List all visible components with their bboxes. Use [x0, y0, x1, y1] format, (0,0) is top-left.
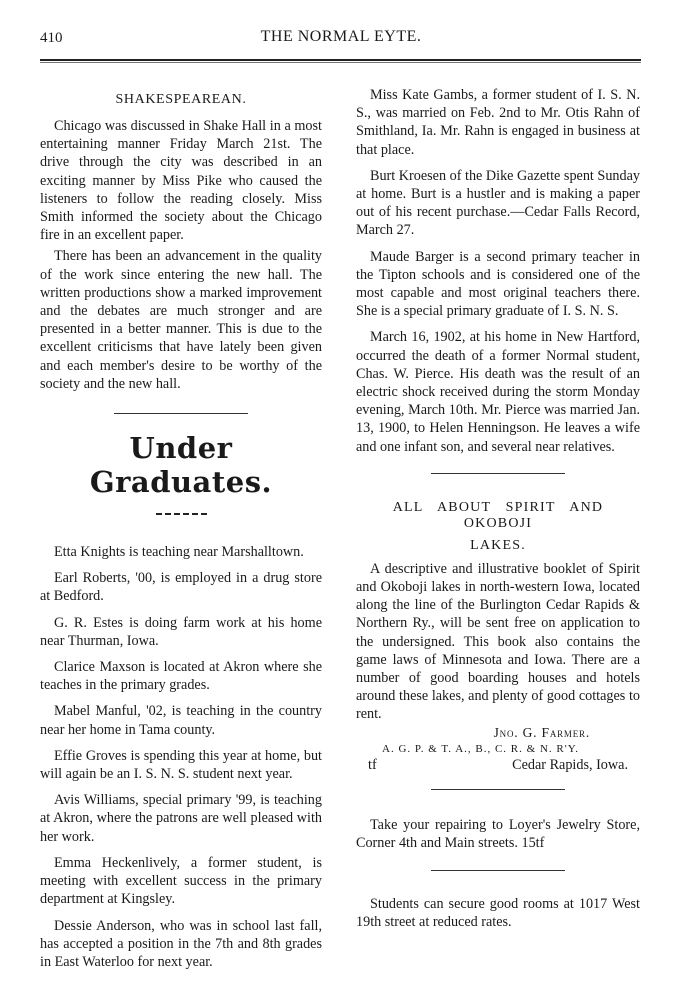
right-column	[356, 72, 640, 932]
undergrad-item: Mabel Manful, '02, is teaching in the country near her home in Tama county.	[40, 703, 322, 738]
undergrad-item: G. R. Estes is doing farm work at his home near Thurman, Iowa.	[40, 614, 322, 649]
signature-line	[356, 757, 640, 775]
section-divider	[431, 870, 565, 871]
shakespearean-paragraph: There has been an advancement in the quality of the work since entering the new hall. The written productions show a marked improvement and the debates are much stronger and are presented in a better manner. This is due to the excellent criticisms that have lately been given and each member's desire to be worthy of the society and the new hall.	[40, 248, 322, 392]
page-header	[40, 28, 642, 50]
undergrad-item: Clarice Maxson is located at Akron where she teaches in the primary grades.	[40, 659, 322, 694]
shakespearean-paragraph: Chicago was discussed in Shake Hall in a most entertaining manner Friday March 21st. The drive through the city was described in an exciting manner by Miss Pike who caused the listeners to follow the reading closely. Miss Smith informed the society about the Chicago fire in an excellent paper.	[40, 118, 322, 244]
lakes-ad-body: A descriptive and illustrative booklet of Spirit and Okoboji lakes in north-western Iowa, located along the line of the Burlington Cedar Rapids & Northern Ry., will be sent free on application to the undersigned. This book also contains the game laws of Minnesota and Iowa. There are a number of good boarding houses and hotels around these lakes, and plenty of good cottages to rent.	[356, 560, 640, 723]
jewelry-ad: Take your repairing to Loyer's Jewelry Store, Corner 4th and Main streets. 15tf	[356, 816, 640, 851]
undergrad-item: Effie Groves is spending this year at home, but will again be an I. S. N. S. student next year.	[40, 747, 322, 783]
news-item: Burt Kroesen of the Dike Gazette spent Sunday at home. Burt is a hustler and is making a paper out of his recent purchase.—Cedar Falls Record, March 27.	[356, 167, 640, 239]
signature-mark: tf	[368, 756, 377, 773]
section-divider	[431, 789, 565, 790]
running-title: THE NORMAL EYTE.	[260, 28, 422, 45]
news-item: March 16, 1902, at his home in New Hartford, occurred the death of a former Normal student, Chas. W. Pierce. His death was the result of an electric shock received during the storm Monday evening, March 10th. Mr. Pierce was married Jan. 13, 1900, to Helen Henningson. He leaves a wife and one infant son, and several near relatives.	[356, 329, 640, 455]
news-item: Maude Barger is a second primary teacher in the Tipton schools and is considered one of the most capable and most original teachers there. She is a special primary graduate of I. S. N. S.	[356, 248, 640, 320]
undergrad-item: Dessie Anderson, who was in school last fall, has accepted a position in the 7th and 8th grades in East Waterloo for next year.	[40, 917, 322, 970]
left-column	[40, 72, 322, 971]
header-rule	[40, 59, 641, 61]
signature-title: A. G. P. & T. A., B., C. R. & N. R'Y.	[382, 742, 579, 755]
undergrad-item: Etta Knights is teaching near Marshalltown.	[54, 544, 304, 561]
ornamental-dashes	[156, 513, 207, 515]
header-rule-thin	[40, 62, 641, 63]
section-divider	[114, 413, 248, 414]
undergrad-item: Earl Roberts, '00, is employed in a drug store at Bedford.	[40, 570, 322, 605]
news-item: Miss Kate Gambs, a former student of I. S. N. S., was married on Feb. 2nd to Mr. Otis Rahn of Smithland, Ia. Mr. Rahn is engaged in business at that place.	[356, 87, 640, 158]
undergrad-item: Emma Heckenlively, a former student, is meeting with excellent success in the primary department at Kingsley.	[40, 854, 322, 908]
under-graduates-heading: Under Graduates.	[89, 431, 273, 500]
section-divider	[431, 473, 565, 474]
signature-location: Cedar Rapids, Iowa.	[512, 756, 628, 773]
signature-name: Jno. G. Farmer.	[493, 724, 590, 740]
page-number: 410	[40, 30, 63, 46]
undergrad-item: Avis Williams, special primary '99, is teaching at Akron, where the patrons are well pleased with her work.	[40, 792, 322, 845]
rooms-ad: Students can secure good rooms at 1017 West 19th street at reduced rates.	[356, 896, 640, 931]
lakes-ad-heading: ALL ABOUT SPIRIT AND OKOBOJI	[392, 499, 604, 531]
lakes-ad-heading-2: LAKES.	[470, 537, 526, 553]
shakespearean-heading: SHAKESPEAREAN.	[115, 92, 247, 107]
